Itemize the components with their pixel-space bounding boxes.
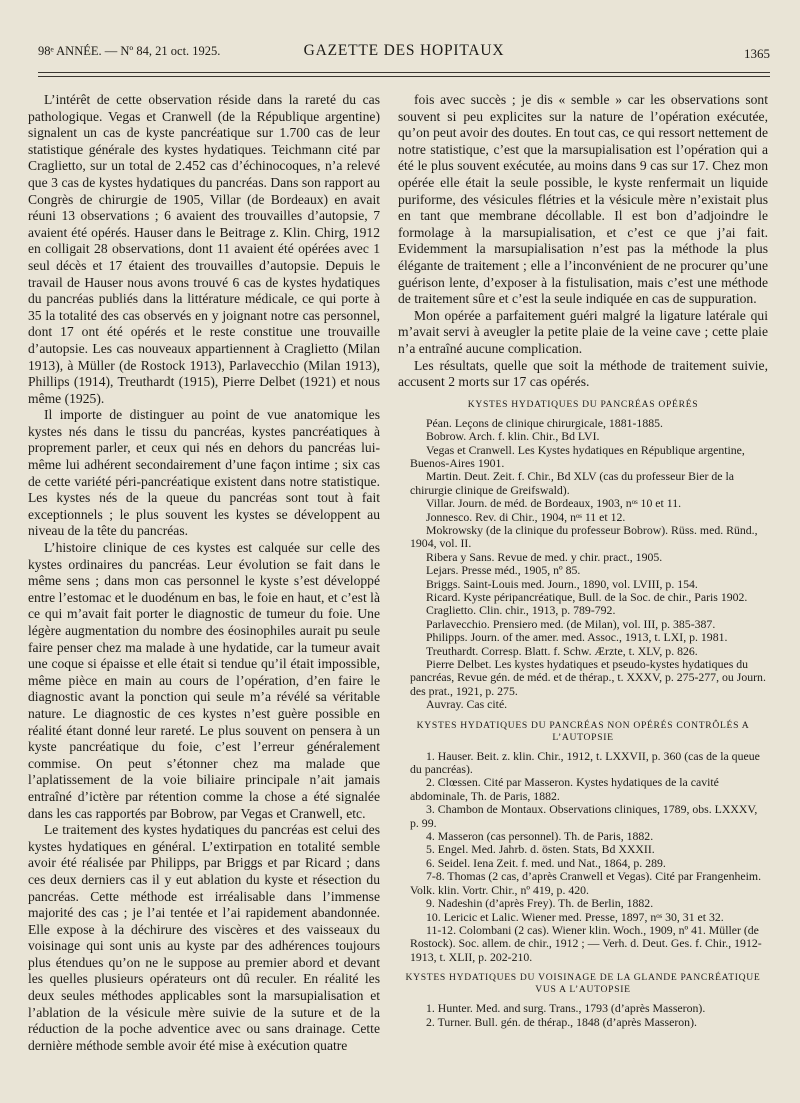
right-column [398,92,768,1029]
reference-item: Villar. Journ. de méd. de Bordeaux, 1903, nᵒˢ 10 et 11. [426,496,682,511]
paragraph: L’intérêt de cette observation réside dans la rareté du cas pathologique. Vegas et Cranwell (de la République argentine) signalent un cas de kyste pancréatique sur 1.700 cas de leur statistique générale des kystes hydatiques. Teichmann cité par Craglietto, sur un total de 2.452 cas d’échinocoques, n’a relevé que 3 cas de kystes hydatiques du pancréas. Dans son rapport au Congrès de chirurgie de 1905, Villar (de Bordeaux) en avait réuni 13 observations ; 6 avaient des trouvailles d’autopsie, 7 avaient été opérés. Hauser dans le Beitrage z. Klin. Chirg, 1912 en colligait 28 observations, dont 11 avaient été opérées avec 1 seul décès et 17 étaient des trouvailles d’autopsie. Depuis le travail de Hauser nous avons trouvé 6 cas de kystes hydatiques du pancréas publiés dans la littérature médicale, ce qui porte à 35 la totalité des cas observés en y joignant notre cas personnel, dont 17 ont été opérés et le reste constitue une trouvaille d’autopsie. Les cas nouveaux appartiennent à Craglietto (Milan 1913), à Müller (de Rostock 1913), Parlavecchio (Milan 1913), Phillips (1914), Treuthardt (1915), Pierre Delbet (1921) et nous même (1925). [28,92,380,406]
reference-item: 10. Lericic et Lalic. Wiener med. Presse, 1897, nᵒˢ 30, 31 et 32. [426,909,724,924]
page-header [38,40,770,70]
page-number: 1365 [744,46,770,61]
reference-item: Pierre Delbet. Les kystes hydatiques et pseudo-kystes hydatiques du pancréas, Revue gén. de méd. et de thérap., t. XXXV, p. 275-277, ou Journ. des prat., 1921, p. 275. [410,657,766,698]
reference-list-voisinage [398,1002,768,1029]
reference-item: 11-12. Colombani (2 cas). Wiener klin. Woch., 1909, nº 41. Müller (de Rostock). Soc. allem. de chir., 1912 ; — Verh. d. Deut. Ges. f. Chir., 1912-1913, t. XLII, p. 202-210. [410,922,762,964]
reference-item: Treuthardt. Corresp. Blatt. f. Schw. Ærzte, t. XLV, p. 826. [426,643,698,658]
reference-item: 5. Engel. Med. Jahrb. d. östen. Stats, Bd XXXII. [426,842,655,857]
reference-item: Philipps. Journ. of the amer. med. Assoc., 1913, t. LXI, p. 1981. [426,630,728,645]
reference-item: Parlavecchio. Prensiero med. (de Milan), vol. III, p. 385-387. [426,616,716,631]
reference-item: Martin. Deut. Zeit. f. Chir., Bd XLV (cas du professeur Bier de la chirurgie clinique de Greifswald). [410,469,734,497]
reference-item: Mokrowsky (de la clinique du professeur Bobrow). Rüss. med. Ründ., 1904, vol. II. [410,522,758,551]
paragraph: Mon opérée a parfaitement guéri malgré la ligature latérale qui m’avait servi à aveugler la petite plaie de la veine cave ; cette plaie n’a entraîné aucune complication. [398,307,768,356]
reference-item: Lejars. Presse méd., 1905, nº 85. [426,563,581,578]
paragraph: L’histoire clinique de ces kystes est calquée sur celle des kystes ordinaires du pancréas. Leur évolution se fait dans le même sens ; dans mon cas personnel le kyste s’est développé entre l’estomac et le duodénum en bas, le foie en haut, et c’est là ce qui m’avait fait porter le diagnostic de tumeur du foie. Une légère augmentation du nombre des éosinophiles aurait pu seule faire penser chez ma malade à une hydatide, car la tumeur avait une coque si épaisse et elle était si tendue qu’il était impossible, même pièce en main au cours de l’opération, d’en faire le diagnostic avant la ponction qui seule m’a révélé sa véritable nature. Le diagnostic de ces kystes n’est guère possible en réalité étant donné leur rareté. Le plus souvent on pensera à un kyste pancréatique du foie, c’est l’erreur généralement commise. On peut s’étonner chez ma malade que l’aplatissement de la voie biliaire principale n’ait jamais entraîné d’ictère par rétention comme la chose a été signalée dans les cas rapportés par Bobrow, par Vegas et Cranwell, etc. [28,540,380,821]
reference-item: 9. Nadeshin (d’après Frey). Th. de Berlin, 1882. [426,896,654,911]
reference-list-operes [398,417,768,712]
section-heading-operes: KYSTES HYDATIQUES DU PANCRÉAS OPÉRÉS [467,398,699,410]
reference-item: 3. Chambon de Montaux. Observations cliniques, 1789, obs. LXXXV, p. 99. [410,802,758,830]
header-rule-top [38,72,770,73]
reference-item: Ribera y Sans. Revue de med. y chir. pract., 1905. [426,549,663,564]
reference-item: Briggs. Saint-Louis med. Journ., 1890, vol. LVIII, p. 154. [426,576,698,591]
reference-item: 2. Clœssen. Cité par Masseron. Kystes hydatiques de la cavité abdominale, Th. de Paris, 1882. [410,775,719,803]
section-heading-autopsie: KYSTES HYDATIQUES DU PANCRÉAS NON OPÉRÉS CONTRÔLÉS A L’AUTOPSIE [416,719,750,743]
reference-list-autopsie [398,750,768,965]
header-rule-bottom [38,76,770,77]
paragraph: Il importe de distinguer au point de vue anatomique les kystes nés dans le tissu du pancréas, kystes pancréatiques à proprement parler, et ceux qui nés en dehors du pancréas lui-même lui adhérent secondairement d’une façon intime ; six cas de cette variété péri-pancréatique existent dans notre statistique. Les kystes nés de la queue du pancréas sont tout à fait exceptionnels ; le plus souvent les kystes se développent au niveau de la tête du pancréas. [28,407,380,539]
reference-item: 7-8. Thomas (2 cas, d’après Cranwell et Vegas). Cité par Frangenheim. Volk. klin. Vortr. Chir., nº 419, p. 420. [410,869,762,897]
paragraph: Les résultats, quelle que soit la méthode de traitement suivie, accusent 2 morts sur 17 cas opérés. [398,357,768,390]
reference-item: Bobrow. Arch. f. klin. Chir., Bd LVI. [426,429,600,444]
reference-item: Vegas et Cranwell. Les Kystes hydatiques en République argentine, Buenos-Aires 1901. [410,442,745,470]
reference-item: Craglietto. Clin. chir., 1913, p. 789-792. [426,603,616,618]
reference-item: Péan. Leçons de clinique chirurgicale, 1881-1885. [426,415,663,430]
paragraph: fois avec succès ; je dis « semble » car les observations sont souvent si peu explicites sur la nature de l’opération exécutée, qu’on peut avoir des doutes. En tout cas, ce qui ressort nettement de notre statistique, c’est que la marsupialisation est l’opération qui a été le plus souvent exécutée, au moins dans 9 cas sur 17. Chez mon opérée elle était la seule possible, le kyste renfermait un liquide puriforme, des vésicules flétries et la vésicule mère n’existait plus en tant que membrane décollable. Il est bon d’adjoindre le formolage à la marsupialisation, et c’est ce que j’ai fait. Evidemment la marsupialisation n’est pas la méthode la plus élégante de traitement ; elle a l’inconvénient de ne procurer qu’une guérison lente, d’exposer à la fistulisation, mais c’est une méthode de traitement sûre et c’est la seule indiquée en cas de suppuration. [398,92,768,307]
paragraph: Le traitement des kystes hydatiques du pancréas est celui des kystes hydatiques en général. L’extirpation en totalité semble avoir été réalisée par Philipps, par Briggs et par Ricard ; dans ces deux derniers cas il y eut ablation du kyste et résection du pancréas. Cette méthode est irréalisable dans l’immense majorité des cas ; je l’ai tentée et l’ai rapidement abandonnée. Elle expose à la déchirure des viscères et des vaisseaux du voisinage qui sont unis au kyste par des adhérences toujours plus étendues qu’on ne le suppose au premier abord et devant les quelles plusieurs opérateurs ont dû reculer. En réalité les deux seules méthodes applicables sont la marsupialisation et l’ablation de la vésicule mère suivie de la suture et de la réduction de la poche adventice avec ou sans drainage. Cette dernière méthode semble avoir été mise à exécution quatre [28,822,380,1053]
left-column [28,92,380,1054]
reference-item: Auvray. Cas cité. [426,697,508,712]
reference-item: 6. Seidel. Iena Zeit. f. med. und Nat., 1864, p. 289. [426,855,666,870]
issue-info: 98ᵉ ANNÉE. — Nº 84, 21 oct. 1925. [38,44,221,58]
reference-item: Jonnesco. Rev. di Chir., 1904, nᵒˢ 11 et 12. [426,509,626,524]
reference-item: 1. Hauser. Beit. z. klin. Chir., 1912, t. LXXVII, p. 360 (cas de la queue du pancréas). [410,748,760,777]
reference-item: 4. Masseron (cas personnel). Th. de Paris, 1882. [426,829,654,844]
reference-item: 2. Turner. Bull. gén. de thérap., 1848 (d’après Masseron). [426,1014,697,1029]
section-heading-voisinage: KYSTES HYDATIQUES DU VOISINAGE DE LA GLANDE PANCRÉATIQUE VUS A L’AUTOPSIE [405,972,761,996]
reference-item: Ricard. Kyste péripancréatique, Bull. de la Soc. de chir., Paris 1902. [426,589,748,604]
journal-title: GAZETTE DES HOPITAUX [303,42,505,59]
reference-item: 1. Hunter. Med. and surg. Trans., 1793 (d’après Masseron). [426,1001,706,1016]
